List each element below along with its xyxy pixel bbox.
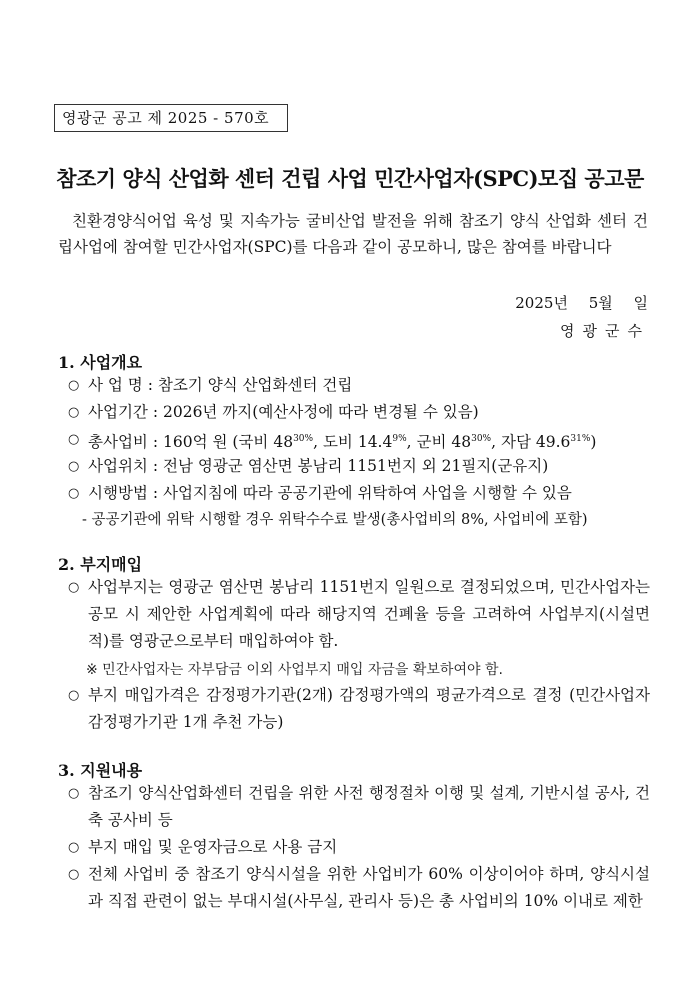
item-text: 사업부지는 영광군 염산면 봉남리 1151번지 일원으로 결정되었으며, 민간사업자는 공모 시 제안한 사업계획에 따라 해당지역 건폐율 등을 고려하여 사업부지(시설면적)를 영광군으로부터 매입하여야 함. <box>88 578 650 650</box>
method-sub-note: - 공공기관에 위탁 시행할 경우 위탁수수료 발생(총사업비의 8%, 사업비에 포함) <box>82 512 588 528</box>
item-value: 사업지침에 따라 공공기관에 위탁하여 사업을 시행할 수 있음 <box>162 484 572 502</box>
circle-bullet-icon: ○ <box>68 405 80 420</box>
notice-number-box <box>54 104 288 132</box>
overview-item-budget: ○ 총사업비 : 160억 원 (국비 $48^{30\%}$, 도비 $14.4^{9\%}$, 군비 $48^{30\%}$, 자담 $49.6^{31\%}$) <box>68 426 650 456</box>
item-value: 2026년 까지(예산사정에 따라 변경될 수 있음) <box>162 403 479 421</box>
overview-item-method: ○ 시행방법 : 사업지침에 따라 공공기관에 위탁하여 사업을 시행할 수 있음 <box>68 480 650 507</box>
funding-amount: 14.4 <box>357 433 393 451</box>
funding-pct: 30% <box>471 434 492 444</box>
support-item-scope <box>68 780 650 834</box>
circle-bullet-icon: ○ <box>68 580 80 595</box>
circle-bullet-icon: ○ <box>68 840 80 855</box>
signer: 영광군수 <box>560 322 650 340</box>
section-heading-support: 3. 지원내용 <box>58 761 143 780</box>
section-heading-overview: 1. 사업개요 <box>58 353 143 372</box>
funding-amount: 49.6 <box>535 433 571 451</box>
circle-bullet-icon: ○ <box>68 378 80 393</box>
circle-bullet-icon: ○ <box>68 688 80 703</box>
land-item-site <box>68 574 650 655</box>
funding-source: 국비 <box>238 433 269 451</box>
funding-source: 도비 <box>322 433 353 451</box>
announcement-date: 2025년 5월 일 <box>515 294 648 312</box>
item-label: 사업기간 <box>88 403 148 421</box>
overview-item-location: ○ 사업위치 : 전남 영광군 염산면 봉남리 1151번지 외 21필지(군유지) <box>68 453 650 480</box>
funding-source: 자담 <box>500 433 531 451</box>
overview-item-name: ○ 사 업 명 : 참조기 양식 산업화센터 건립 <box>68 372 650 399</box>
funding-amount: 48 <box>451 433 472 451</box>
funding-pct: 31% <box>570 434 591 444</box>
land-note: ※ 민간사업자는 자부담금 이외 사업부지 매입 자금을 확보하여야 함. <box>86 662 503 678</box>
item-text: 부지 매입가격은 감정평가기관(2개) 감정평가액의 평균가격으로 결정 (민간사업자 감정평가기관 1개 추천 가능) <box>88 686 650 731</box>
funding-pct: 9% <box>392 434 407 444</box>
funding-pct: 30% <box>293 434 314 444</box>
circle-bullet-icon: ○ <box>68 786 80 801</box>
funding-source: 군비 <box>416 433 447 451</box>
land-item-price <box>68 682 650 736</box>
item-label: 총사업비 <box>88 433 148 451</box>
circle-bullet-icon: ○ <box>68 432 80 447</box>
item-text: 참조기 양식산업화센터 건립을 위한 사전 행정절차 이행 및 설계, 기반시설 공사, 건축 공사비 등 <box>88 784 650 829</box>
item-text: 전체 사업비 중 참조기 양식시설을 위한 사업비가 60% 이상이어야 하며, 양식시설과 직접 관련이 없는 부대시설(사무실, 관리사 등)은 총 사업비의 10% 이내로 제한 <box>88 865 650 910</box>
section-heading-land: 2. 부지매입 <box>58 555 143 574</box>
item-text: 부지 매입 및 운영자금으로 사용 금지 <box>88 838 338 856</box>
funding-amount: 48 <box>273 433 294 451</box>
support-item-ratio <box>68 861 650 915</box>
notice-number: 영광군 공고 제 2025 - 570호 <box>62 109 270 127</box>
budget-total: 160억 원 <box>162 433 228 451</box>
item-value: 참조기 양식 산업화센터 건립 <box>157 376 353 394</box>
circle-bullet-icon: ○ <box>68 486 80 501</box>
support-item-prohibition <box>68 834 650 861</box>
document-title: 참조기 양식 산업화 센터 건립 사업 민간사업자(SPC)모집 공고문 <box>56 166 644 191</box>
item-label: 사 업 명 <box>88 376 143 394</box>
item-label: 시행방법 <box>88 484 148 502</box>
intro-paragraph: 친환경양식어업 육성 및 지속가능 굴비산업 발전을 위해 참조기 양식 산업화 센터 건립사업에 참여할 민간사업자(SPC)를 다음과 같이 공모하니, 많은 참여를 바랍니다 <box>58 212 648 256</box>
circle-bullet-icon: ○ <box>68 459 80 474</box>
circle-bullet-icon: ○ <box>68 867 80 882</box>
overview-item-period: ○ 사업기간 : 2026년 까지(예산사정에 따라 변경될 수 있음) <box>68 399 650 426</box>
item-value: 전남 영광군 염산면 봉남리 1151번지 외 21필지(군유지) <box>162 457 549 475</box>
item-label: 사업위치 <box>88 457 148 475</box>
